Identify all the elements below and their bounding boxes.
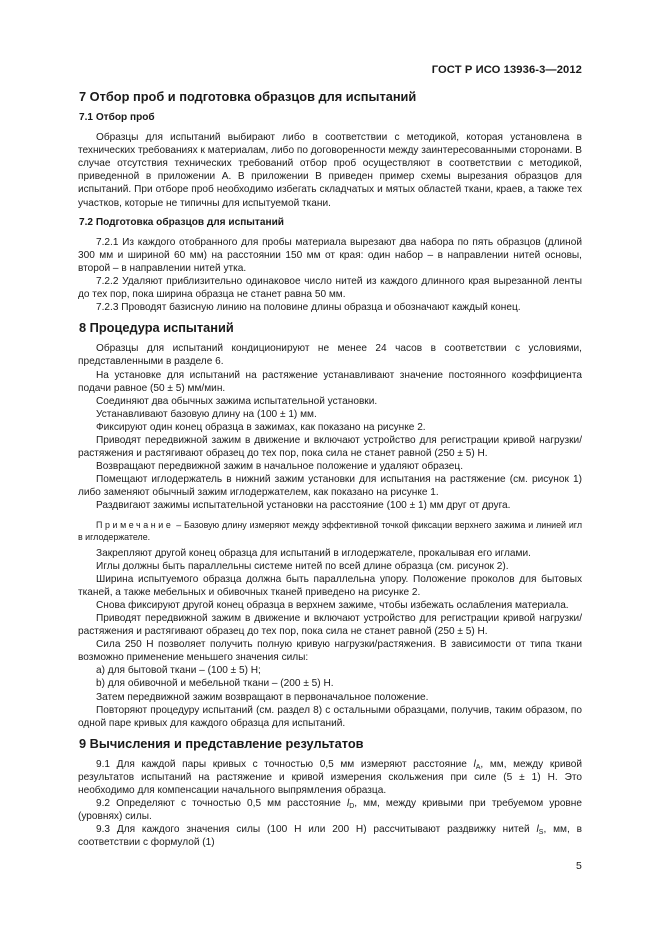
page-content [78, 89, 582, 850]
text: 9.3 Для каждого значения силы (100 Н или 200 Н) рассчитывают раздвижку нитей [96, 824, 537, 836]
paragraph: Образцы для испытаний выбирают либо в соответствии с методикой, которая установлена в технических требованиях к материалам, либо по договоренности между заинтересованными сторонами. В случае отсутствия технических требований отбор проб осуществляют в соответствии с методикой, приведенной в приложении А. В приложении В приведен пример схемы вырезания образцов для испытаний. При отборе проб необходимо избегать складчатых и мятых областей ткани, краев, а также тех участков, которые не типичны для испытуемой ткани. [78, 132, 582, 209]
text: , мм, между кривыми при требуемом уровне (уровнях) силы. [78, 798, 582, 823]
variable: l [473, 758, 476, 770]
paragraph-9-2 [78, 797, 582, 823]
page-number: 5 [576, 860, 582, 872]
variable: l [536, 824, 539, 836]
subscript: S [538, 829, 544, 837]
paragraph: 7.2.1 Из каждого отобранного для пробы материала вырезают два набора по пять образцов (длиной 300 мм и шириной 60 мм) на расстоянии 150 мм от края: один набор – в направлении нитей основы, второй – в направлении нитей утка. [78, 236, 582, 274]
list-item: b) для обивочной и мебельной ткани – (200 ± 5) Н. [96, 678, 334, 690]
text: 9.2 Определяют с точностью 0,5 мм расстояние [96, 798, 347, 810]
variable: l [346, 798, 350, 810]
section-7-1-title: 7.1 Отбор проб [79, 112, 155, 123]
text: , мм, в соответствии с формулой (1) [78, 824, 582, 849]
paragraph: Возвращают передвижной зажим в начальное положение и удаляют образец. [96, 461, 464, 473]
paragraph: Соединяют два обычных зажима испытательной установки. [96, 395, 378, 407]
paragraph: Ширина испытуемого образца должна быть параллельна упору. Положение проколов для бытовых тканей, а также мебельных и обивочных тканей приведено на рисунке 2. [78, 573, 582, 598]
text: , мм, между кривой результатов испытаний на растяжение и кривой измерения скольжения при силе (5 ± 1) Н. Это необходимо для компенсации начального выпрямления образца. [78, 758, 582, 797]
paragraph: Закрепляют другой конец образца для испытаний в иглодержателе, прокалывая его иглами. [96, 547, 531, 559]
section-9-title: 9 Вычисления и представление результатов [79, 735, 364, 751]
text: 9.1 Для каждой пары кривых с точностью 0,5 мм измеряют расстояние [96, 758, 474, 770]
paragraph-9-1 [78, 758, 582, 797]
paragraph: 7.2.3 Проводят базисную линию на половине длины образца и обозначают каждый конец. [96, 302, 521, 314]
paragraph: Фиксируют один конец образца в зажимах, как показано на рисунке 2. [96, 421, 426, 433]
paragraph: Снова фиксируют другой конец образца в верхнем зажиме, чтобы избежать ослабления материала. [96, 599, 569, 611]
section-8-title: 8 Процедура испытаний [79, 320, 234, 336]
paragraph: Повторяют процедуру испытаний (см. раздел 8) с остальными образцами, получив, таким образом, по одной паре кривых для каждого образца для испытаний. [78, 704, 582, 729]
paragraph: Приводят передвижной зажим в движение и включают устройство для регистрации кривой нагрузки/растяжения и растягивают образец до тех пор, пока сила не станет равной (250 ± 5) Н. [78, 613, 582, 638]
subscript: A [475, 763, 481, 771]
paragraph: Приводят передвижной зажим в движение и включают устройство для регистрации кривой нагрузки/растяжения и растягивают образец до тех пор, пока сила не станет равной (250 ± 5) Н. [78, 434, 582, 460]
note [78, 519, 582, 543]
section-7-title: 7 Отбор проб и подготовка образцов для испытаний [79, 89, 417, 104]
paragraph: Сила 250 Н позволяет получить полную кривую нагрузки/растяжения. В зависимости от типа ткани возможно применение меньшего значения силы: [78, 639, 582, 664]
note-label: Примечание [96, 519, 174, 530]
document-header: ГОСТ Р ИСО 13936-3—2012 [431, 64, 582, 76]
paragraph: Образцы для испытаний кондиционируют не менее 24 часов в соответствии с условиями, представленными в разделе 6. [78, 343, 582, 368]
paragraph: Затем передвижной зажим возвращают в первоначальное положение. [96, 691, 429, 703]
paragraph: Иглы должны быть параллельны системе нитей по всей длине образца (см. рисунок 2). [96, 560, 509, 572]
paragraph: Раздвигают зажимы испытательной установки на расстояние (100 ± 1) мм друг от друга. [96, 500, 511, 512]
paragraph: Помещают иглодержатель в нижний зажим установки для испытания на растяжение (см. рисунок 1) либо заменяют обычный зажим иглодержателем, как показано на рисунке 1. [78, 474, 582, 499]
paragraph: Устанавливают базовую длину на (100 ± 1) мм. [96, 408, 317, 420]
note-text: – Базовую длину измеряют между эффективной точкой фиксации верхнего зажима и линией игл в иглодержателе. [78, 519, 582, 542]
subscript: D [349, 803, 355, 811]
paragraph-9-3 [78, 823, 582, 849]
paragraph: 7.2.2 Удаляют приблизительно одинаковое число нитей из каждого длинного края вырезанной ленты до тех пор, пока ширина образца не станет равна 50 мм. [78, 276, 582, 301]
list-item: a) для бытовой ткани – (100 ± 5) Н; [96, 665, 261, 677]
section-7-2-title: 7.2 Подготовка образцов для испытаний [79, 216, 284, 228]
paragraph: На установке для испытаний на растяжение устанавливают значение постоянного коэффициента подачи равное (50 ± 5) мм/мин. [78, 369, 582, 394]
